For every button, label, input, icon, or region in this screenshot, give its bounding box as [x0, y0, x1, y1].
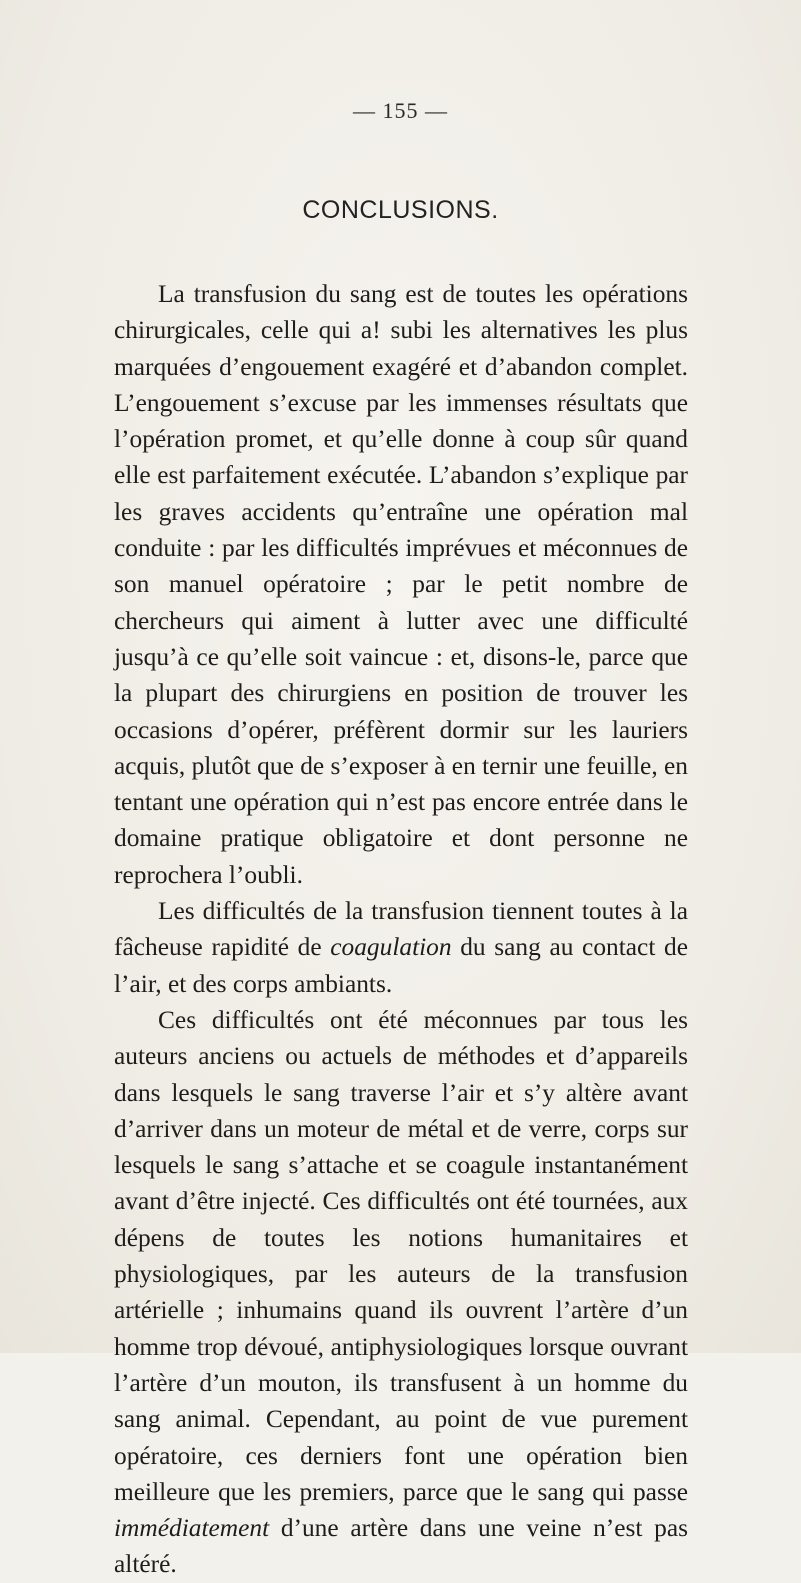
paragraph-coagulation	[114, 893, 688, 1002]
chapter-heading: CONCLUSIONS.	[302, 196, 499, 224]
paragraph-transfusion-history	[114, 276, 688, 893]
emphasis-immediatement: immédiatement	[114, 1514, 270, 1543]
paragraph-text: Les difficultés de la transfusion tiennent toutes à la fâcheuse rapidité de	[114, 897, 688, 962]
page-number: — 155 —	[353, 98, 448, 123]
paragraph-difficulties	[114, 1002, 688, 1583]
body-text	[114, 276, 688, 1583]
paragraph-text: du sang au contact de l’air, et des corps ambiants.	[114, 933, 688, 998]
paragraph-text: La transfusion du sang est de toutes les opérations chirurgicales, celle qui a! subi les alternatives les plus marquées d’engouement exagéré et d’abandon complet. L’engouement s’excuse par les immenses résultats que l’opération promet, et qu’elle donne à coup sûr quand elle est parfaitement exécutée. L’abandon s’explique par les graves accidents qu’entraîne une opération mal conduite : par les difficultés imprévues et méconnues de son manuel opératoire ; par le petit nombre de chercheurs qui aiment à lutter avec une difficulté jusqu’à ce qu’elle soit vaincue : et, disons-le, parce que la plupart des chirurgiens en position de trouver les occasions d’opérer, préfèrent dormir sur les lauriers acquis, plutôt que de s’exposer à en ternir une feuille, en tentant une opération qui n’est pas encore entrée dans le domaine pratique obligatoire et dont personne ne reprochera l’oubli.	[114, 280, 688, 889]
emphasis-coagulation: coagulation	[330, 933, 452, 962]
paragraph-text: d’une artère dans une veine n’est pas altéré.	[114, 1514, 688, 1579]
paragraph-text: Ces difficultés ont été méconnues par tous les auteurs anciens ou actuels de méthodes et d’appareils dans lesquels le sang traverse l’air et s’y altère avant d’arriver dans un moteur de métal et de verre, corps sur lesquels le sang s’attache et se coagule instantanément avant d’être injecté. Ces difficultés ont été tournées, aux dépens de toutes les notions humanitaires et physiologiques, par les auteurs de la transfusion artérielle ; inhumains quand ils ouvrent l’artère d’un homme trop dévoué, antiphysiologiques lorsque ouvrant l’artère d’un mouton, ils transfusent à un homme du sang animal. Cependant, au point de vue purement opératoire, ces derniers font une opération bien meilleure que les premiers, parce que le sang qui passe	[114, 1005, 688, 1506]
